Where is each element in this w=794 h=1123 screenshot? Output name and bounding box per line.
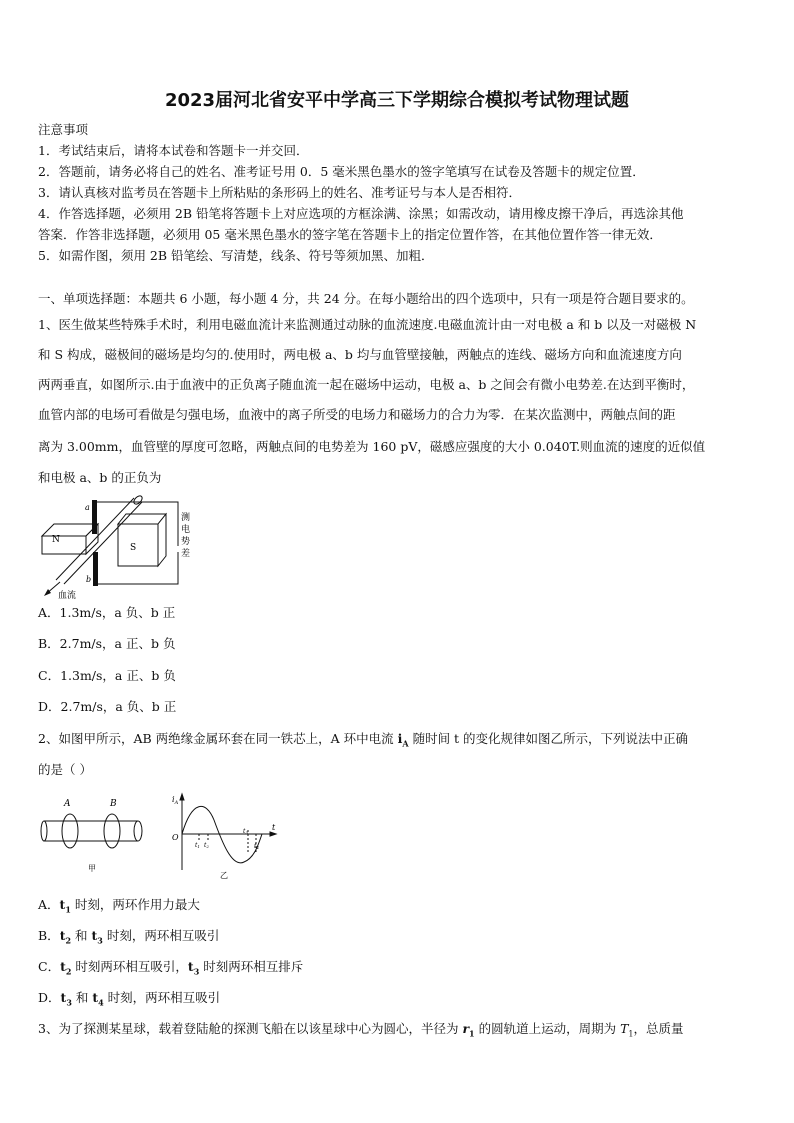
rings-figure [40, 793, 150, 875]
figure-yi-label: 乙 [220, 871, 228, 880]
t3-label: t3 [243, 828, 248, 835]
notice-item: 1．考试结束后，请将本试卷和答题卡一并交回． [38, 143, 309, 158]
q1-option-a: A．1.3m/s，a 负、b 正 [38, 605, 176, 620]
side-label: 测 [181, 513, 191, 523]
side-label: 电 [181, 525, 191, 535]
question-2-text: 2、如图甲所示，AB 两绝缘金属环套在同一铁芯上，A 环中电流 $i_A$ 随时间 t 的变化规律如图乙所示，下列说法中正确 [38, 731, 689, 749]
question-3-text: 3、为了探测某星球，载着登陆舱的探测飞船在以该星球中心为圆心，半径为 $r_1$ 的圆轨道上运动，周期为 $T_1$，总质量 [38, 1021, 684, 1039]
notice-item: 答案．作答非选择题，必须用 05 毫米黑色墨水的签字笔在答题卡上的指定位置作答，在其他位置作答一律无效． [38, 227, 662, 242]
pole-n-label: N [52, 535, 60, 545]
q1-option-b: B．2.7m/s，a 正、b 负 [38, 636, 176, 651]
flow-label: 血流 [58, 591, 77, 600]
ring-b-label: B [110, 799, 117, 809]
side-label: 势 [181, 537, 191, 547]
q2-option-d: D．$t_3$ 和 $t_4$ 时刻，两环相互吸引 [38, 990, 221, 1008]
notice-item: 2．答题前，请务必将自己的姓名、准考证号用 0．5 毫米黑色墨水的签字笔填写在试卷及答题卡的规定位置． [38, 164, 645, 179]
page-title: 2023届河北省安平中学高三下学期综合模拟考试物理试题 [164, 90, 630, 111]
section-heading: 一、单项选择题：本题共 6 小题，每小题 4 分，共 24 分。在每小题给出的四个选项中，只有一项是符合题目要求的。 [38, 291, 694, 306]
electrode-a-label: a [85, 503, 90, 512]
t2-label: t2 [204, 842, 209, 849]
notice-heading: 注意事项 [38, 122, 89, 137]
question-1-text: 和 S 构成，磁极间的磁场是均匀的.使用时，两电极 a、b 均与血管壁接触，两触点的连线、磁场方向和血流速度方向 [38, 347, 682, 362]
question-1-text: 1、医生做某些特殊手术时，利用电磁血流计来监测通过动脉的血流速度.电磁血流计由一对电极 a 和 b 以及一对磁极 N [38, 317, 697, 332]
side-label: 差 [181, 549, 191, 559]
axis-y-label: $i_A$ [172, 795, 179, 806]
q1-option-c: C．1.3m/s，a 正、b 负 [38, 668, 176, 683]
figure-jia-label: 甲 [88, 864, 96, 873]
question-2-text: 的是（ ） [38, 762, 92, 777]
q1-option-d: D．2.7m/s，a 负、b 正 [38, 699, 177, 714]
t4-label: t4 [254, 843, 259, 850]
question-1-text: 血管内部的电场可看做是匀强电场，血液中的离子所受的电场力和磁场力的合力为零．在某次监测中，两触点间的距 [38, 407, 676, 422]
ring-a-label: A [64, 799, 71, 809]
question-1-text: 两两垂直，如图所示.由于血液中的正负离子随血流一起在磁场中运动，电极 a、b 之间会有微小电势差.在达到平衡时， [38, 377, 695, 392]
question-1-text: 离为 3.00mm，血管壁的厚度可忽略，两触点间的电势差为 160 pV，磁感应强度的大小 0.040T.则血流的速度的近似值 [38, 439, 706, 454]
current-graph [166, 790, 284, 880]
flowmeter-figure [38, 492, 208, 600]
notice-item: 4．作答选择题，必须用 2B 铅笔将答题卡上对应选项的方框涂满、涂黑；如需改动，请用橡皮擦干净后，再选涂其他 [38, 206, 684, 221]
t1-label: t1 [195, 842, 200, 849]
q2-option-c: C．$t_2$ 时刻两环相互吸引，$t_3$ 时刻两环相互排斥 [38, 959, 304, 977]
pole-s-label: S [130, 543, 137, 553]
notice-item: 5．如需作图，须用 2B 铅笔绘、写清楚，线条、符号等须加黑、加粗． [38, 248, 434, 263]
electrode-a [92, 500, 97, 534]
electrode-b-label: b [86, 575, 92, 584]
notice-item: 3．请认真核对监考员在答题卡上所粘贴的条形码上的姓名、准考证号与本人是否相符． [38, 185, 521, 200]
origin-label: O [172, 833, 179, 842]
question-1-text: 和电极 a、b 的正负为 [38, 470, 162, 485]
axis-x-label: t [272, 823, 276, 832]
electrode-b [93, 552, 98, 586]
q2-option-b: B．$t_2$ 和 $t_3$ 时刻，两环相互吸引 [38, 928, 220, 946]
q2-option-a: A．$t_1$ 时刻，两环作用力最大 [38, 897, 200, 915]
